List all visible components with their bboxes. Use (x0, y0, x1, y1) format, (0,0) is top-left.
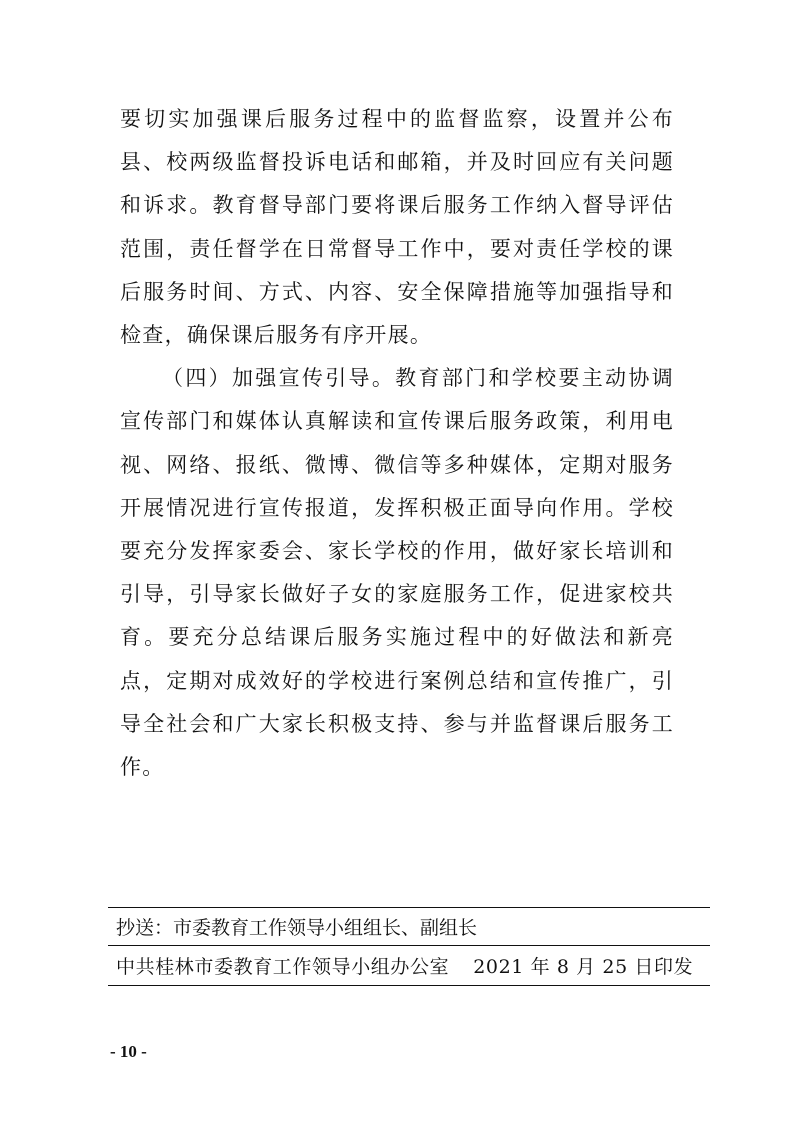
issue-date: 2021 年 8 月 25 日印发 (473, 956, 694, 978)
page-number: - 10 - (110, 1042, 147, 1061)
paragraph-publicity-guidance: （四）加强宣传引导。教育部门和学校要主动协调宣传部门和媒体认真解读和宣传课后服务政策，利用电视、网络、报纸、微博、微信等多种媒体，定期对服务开展情况进行宣传报道，发挥积极正面导向作用。学校要充分发挥家委会、家长学校的作用，做好家长培训和引导，引导家长做好子女的家庭服务工作，促进家校共育。要充分总结课后服务实施过程中的好做法和新亮点，定期对成效好的学校进行案例总结和宣传推广，引导全社会和广大家长积极支持、参与并监督课后服务工作。 (120, 366, 674, 780)
footer-bottom-rule (108, 985, 710, 986)
body-text (120, 98, 674, 789)
paragraph-continuation: 要切实加强课后服务过程中的监督监察，设置并公布县、校两级监督投诉电话和邮箱，并及时回应有关问题和诉求。教育督导部门要将课后服务工作纳入督导评估范围，责任督学在日常督导工作中，要对责任学校的课后服务时间、方式、内容、安全保障措施等加强指导和检查，确保课后服务有序开展。 (120, 107, 674, 348)
cc-line: 抄送：市委教育工作领导小组组长、副组长 (116, 917, 478, 939)
issuer-line (108, 946, 710, 985)
issuing-office: 中共桂林市委教育工作领导小组办公室 (116, 956, 450, 978)
document-footer (108, 907, 710, 986)
